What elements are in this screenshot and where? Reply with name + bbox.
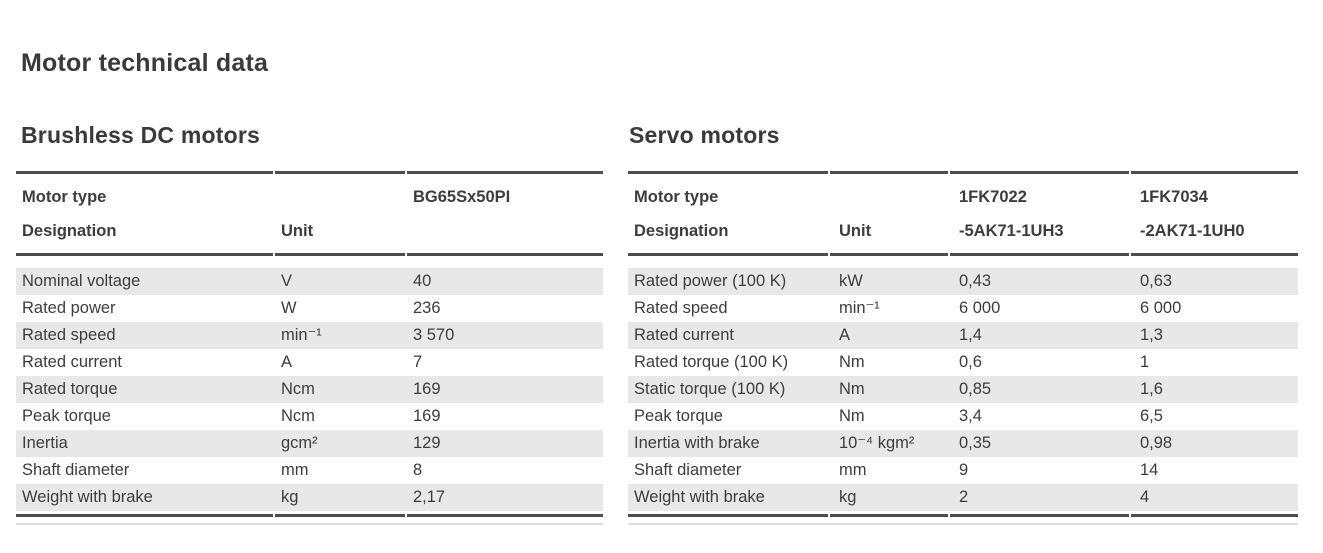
table-row — [16, 322, 603, 349]
rule-segment — [830, 514, 948, 517]
table-cell: 2 — [959, 488, 969, 506]
header-designation-label: Designation — [634, 222, 729, 240]
table-cell: kW — [839, 272, 863, 290]
table-cell: 6,5 — [1140, 407, 1163, 425]
rule-segment — [950, 171, 1129, 174]
table-cell: 14 — [1140, 461, 1159, 479]
table-cell: 0,63 — [1140, 272, 1173, 290]
header-unit-label: Unit — [281, 222, 314, 240]
table-cell: 4 — [1140, 488, 1150, 506]
table-cell: 10⁻⁴ kgm² — [839, 434, 915, 452]
section-heading-servo-motors: Servo motors — [629, 122, 780, 148]
rule-segment — [407, 514, 603, 517]
table-row — [628, 430, 1298, 457]
rule-segment — [16, 171, 273, 174]
header-motor-model-line2: -2AK71-1UH0 — [1140, 222, 1245, 240]
servo-motors-table — [628, 171, 1298, 527]
table-cell: gcm² — [281, 434, 318, 452]
table-cell: 40 — [413, 272, 432, 290]
table-cell: Weight with brake — [22, 488, 153, 506]
rule-segment — [628, 253, 828, 256]
table-shadow-line — [628, 523, 1298, 525]
table-cell: 129 — [413, 434, 441, 452]
table-cell: 1,3 — [1140, 326, 1163, 344]
section-heading-brushless-dc-motors: Brushless DC motors — [21, 122, 260, 148]
table-cell: Rated power (100 K) — [634, 272, 787, 290]
table-row — [16, 268, 603, 295]
table-cell: Shaft diameter — [22, 461, 130, 479]
table-cell: min⁻¹ — [281, 326, 322, 344]
rule-segment — [16, 253, 273, 256]
table-cell: Nominal voltage — [22, 272, 141, 290]
table-cell: A — [839, 326, 851, 344]
table-row — [16, 295, 603, 322]
table-cell: Rated speed — [634, 299, 728, 317]
column-header-designation — [628, 189, 830, 240]
column-header-motor-model — [407, 189, 603, 240]
table-rule-top — [16, 171, 603, 174]
table-cell: 6 000 — [959, 299, 1001, 317]
header-motor-model-line1: 1FK7034 — [1140, 188, 1208, 206]
table-cell: Weight with brake — [634, 488, 765, 506]
header-motor-model-line2: -5AK71-1UH3 — [959, 222, 1064, 240]
table-cell: 9 — [959, 461, 969, 479]
table-cell: min⁻¹ — [839, 299, 880, 317]
rule-segment — [950, 253, 1129, 256]
table-cell: Rated current — [634, 326, 734, 344]
table-cell: 0,98 — [1140, 434, 1173, 452]
rule-segment — [830, 171, 948, 174]
table-cell: 169 — [413, 380, 441, 398]
table-cell: Nm — [839, 380, 865, 398]
table-header — [628, 189, 1298, 240]
table-cell: Rated torque — [22, 380, 118, 398]
table-body — [16, 268, 603, 511]
table-row — [628, 322, 1298, 349]
table-cell: Static torque (100 K) — [634, 380, 786, 398]
table-cell: 0,85 — [959, 380, 992, 398]
table-cell: 169 — [413, 407, 441, 425]
rule-segment — [1131, 514, 1298, 517]
table-cell: 1,4 — [959, 326, 982, 344]
rule-segment — [275, 253, 405, 256]
table-rule-bottom — [16, 514, 603, 517]
table-cell: mm — [839, 461, 867, 479]
rule-segment — [950, 514, 1129, 517]
table-cell: W — [281, 299, 297, 317]
rule-segment — [628, 171, 828, 174]
table-rule-header-separator — [16, 253, 603, 256]
table-cell: Ncm — [281, 380, 315, 398]
table-cell: kg — [281, 488, 299, 506]
table-rule-top — [628, 171, 1298, 174]
table-cell: 236 — [413, 299, 441, 317]
rule-segment — [407, 171, 603, 174]
header-motor-model-line1: 1FK7022 — [959, 188, 1027, 206]
table-row — [628, 457, 1298, 484]
table-cell: Rated current — [22, 353, 122, 371]
table-rule-bottom — [628, 514, 1298, 517]
table-cell: 0,43 — [959, 272, 992, 290]
table-cell: Peak torque — [22, 407, 111, 425]
header-designation-label: Designation — [22, 222, 117, 240]
rule-segment — [275, 171, 405, 174]
header-motor-model-label: BG65Sx50PI — [413, 188, 511, 206]
table-row — [16, 376, 603, 403]
rule-segment — [830, 253, 948, 256]
table-cell: Rated torque (100 K) — [634, 353, 789, 371]
table-cell: kg — [839, 488, 857, 506]
table-cell: Rated power — [22, 299, 116, 317]
table-cell: mm — [281, 461, 309, 479]
header-motor-type-label: Motor type — [634, 188, 719, 206]
table-row — [16, 430, 603, 457]
column-header-motor-model-1 — [950, 189, 1131, 240]
rule-segment — [275, 514, 405, 517]
table-header — [16, 189, 603, 240]
table-cell: 7 — [413, 353, 423, 371]
table-cell: Ncm — [281, 407, 315, 425]
table-cell: 6 000 — [1140, 299, 1182, 317]
table-cell: Nm — [839, 407, 865, 425]
header-motor-type-label: Motor type — [22, 188, 107, 206]
table-row — [628, 376, 1298, 403]
column-header-motor-model-2 — [1131, 189, 1298, 240]
table-row — [628, 403, 1298, 430]
header-unit-label: Unit — [839, 222, 872, 240]
table-cell: Rated speed — [22, 326, 116, 344]
table-rule-header-separator — [628, 253, 1298, 256]
table-cell: 0,6 — [959, 353, 982, 371]
table-cell: 1,6 — [1140, 380, 1163, 398]
table-row — [16, 457, 603, 484]
table-cell: 0,35 — [959, 434, 992, 452]
brushless-dc-motors-table — [16, 171, 603, 527]
table-cell: 1 — [1140, 353, 1150, 371]
table-row — [628, 295, 1298, 322]
table-cell: Inertia with brake — [634, 434, 760, 452]
page-title: Motor technical data — [21, 49, 269, 77]
table-row — [628, 268, 1298, 295]
table-row — [16, 349, 603, 376]
table-row — [628, 484, 1298, 511]
table-row — [628, 349, 1298, 376]
table-cell: V — [281, 272, 293, 290]
rule-segment — [407, 253, 603, 256]
table-cell: Inertia — [22, 434, 68, 452]
table-cell: 3,4 — [959, 407, 982, 425]
table-body — [628, 268, 1298, 511]
rule-segment — [1131, 171, 1298, 174]
rule-segment — [16, 514, 273, 517]
table-cell: Shaft diameter — [634, 461, 742, 479]
table-cell: 8 — [413, 461, 423, 479]
table-cell: 3 570 — [413, 326, 455, 344]
table-cell: Peak torque — [634, 407, 723, 425]
table-cell: A — [281, 353, 293, 371]
column-header-unit — [830, 189, 950, 240]
column-header-designation — [16, 189, 275, 240]
rule-segment — [628, 514, 828, 517]
table-shadow-line — [16, 523, 603, 525]
column-header-unit — [275, 189, 407, 240]
table-cell: Nm — [839, 353, 865, 371]
rule-segment — [1131, 253, 1298, 256]
table-row — [16, 403, 603, 430]
table-row — [16, 484, 603, 511]
table-cell: 2,17 — [413, 488, 446, 506]
